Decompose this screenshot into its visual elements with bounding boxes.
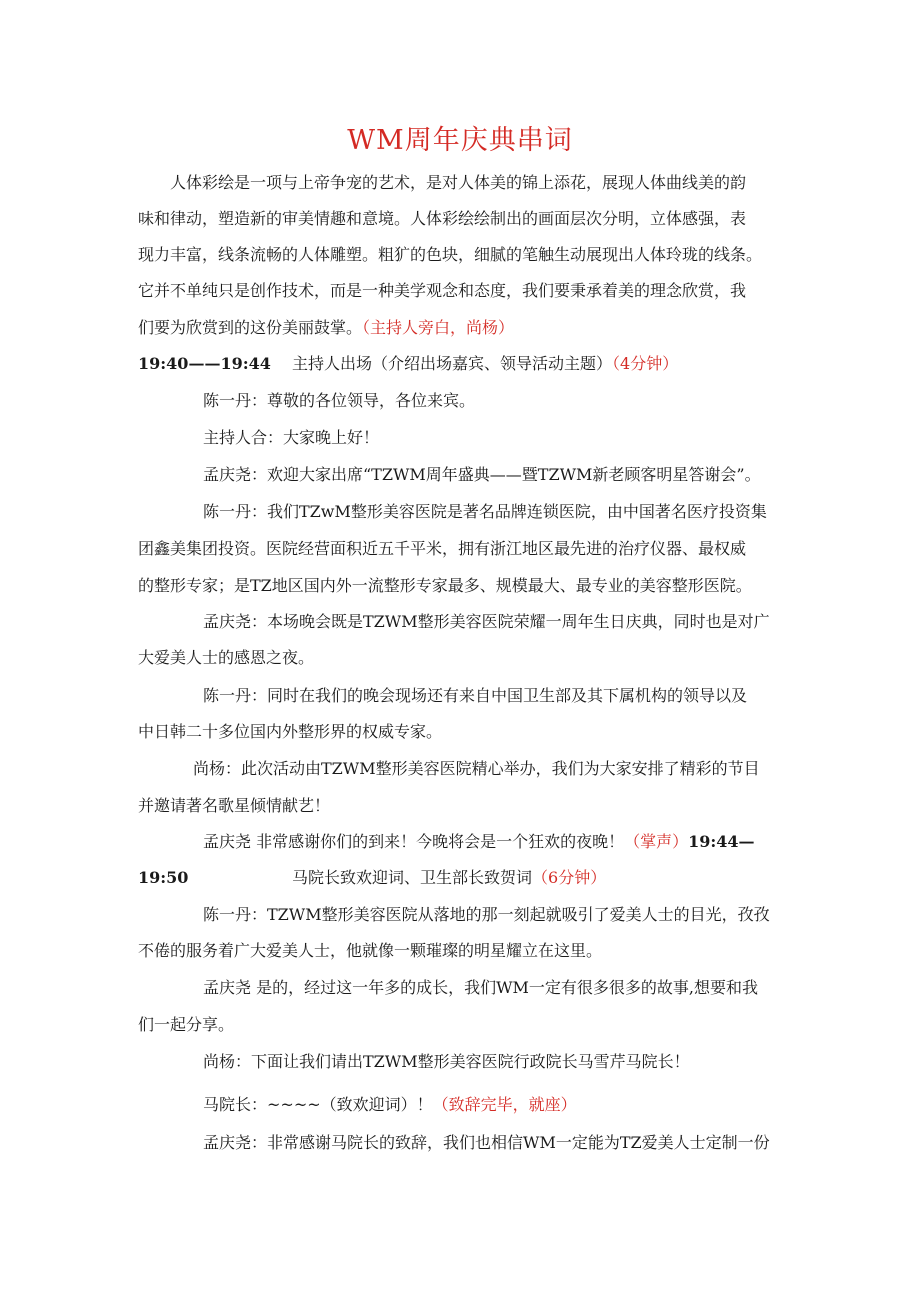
dialogue-line: 孟庆尧：欢迎大家出席“TZWM周年盛典——暨TZWM新老顾客明星答谢会”。 [203,465,761,484]
dialogue-line: 孟庆尧：非常感谢马院长的致辞，我们也相信WM一定能为TZ爱美人士定制一份 [203,1133,770,1152]
segment-1-desc [292,354,678,374]
segment-2-time-end: 19:50 [138,868,189,887]
dialogue-line: 不倦的服务着广大爱美人士，他就像一颗璀璨的明星耀立在这里。 [138,941,603,960]
dialogue-line: 陈一丹：TZWM整形美容医院从落地的那一刻起就吸引了爱美人士的目光，孜孜 [203,905,770,924]
dialogue-line: 陈一丹：我们TZwM整形美容医院是著名品牌连锁医院，由中国著名医疗投资集 [203,502,767,521]
segment-2-desc-text: 马院长致欢迎词、卫生部长致贺词 [292,868,533,887]
dialogue-line: 孟庆尧 是的，经过这一年多的成长，我们WM一定有很多很多的故事,想要和我 [203,978,759,997]
intro-line-4: 它并不单纯只是创作技术，而是一种美学观念和态度，我们要秉承着美的理念欣赏，我 [138,281,747,300]
dialogue-line: 们一起分享。 [138,1015,235,1034]
dialogue-line: 陈一丹：尊敬的各位领导，各位来宾。 [203,391,476,410]
dialogue-text: 孟庆尧 非常感谢你们的到来！今晚将会是一个狂欢的夜晚！ [203,832,625,851]
segment-1-time: 19:40——19:44 [138,354,271,373]
segment-2-duration: （6分钟） [532,868,607,887]
segment-2-time-start: 19:44— [688,832,755,851]
dialogue-line: 孟庆尧：本场晚会既是TZWM整形美容医院荣耀一周年生日庆典，同时也是对广 [203,612,770,631]
dialogue-line: 并邀请著名歌星倾情献艺！ [138,796,331,815]
intro-line-5 [138,318,514,338]
dialogue-text: 马院长：~~~~（致欢迎词）！ [203,1095,433,1114]
applause-note: （掌声） [624,832,689,851]
segment-1-desc-text: 主持人出场（介绍出场嘉宾、领导活动主题） [292,354,613,373]
intro-text: 们要为欣赏到的这份美丽鼓掌。 [138,318,363,337]
segment-1-duration: （4分钟） [612,354,679,373]
intro-line-2: 味和律动，塑造新的审美情趣和意境。人体彩绘绘制出的画面层次分明，立体感强，表 [138,209,747,228]
dialogue-line: 尚杨：此次活动由TZWM整形美容医院精心举办，我们为大家安排了精彩的节目 [193,759,760,778]
intro-line-3: 现力丰富，线条流畅的人体雕塑。粗犷的色块，细腻的笔触生动展现出人体玲珑的线条。 [138,245,763,264]
intro-line-1: 人体彩绘是一项与上帝争宠的艺术，是对人体美的锦上添花，展现人体曲线美的韵 [170,173,747,192]
stage-note: （致辞完毕，就座） [432,1095,577,1114]
dialogue-line: 主持人合：大家晚上好！ [203,428,380,447]
dialogue-line: 团鑫美集团投资。医院经营面积近五千平米，拥有浙江地区最先进的治疗仪器、最权威 [138,539,747,558]
dialogue-line: 尚杨：下面让我们请出TZWM整形美容医院行政院长马雪芹马院长！ [203,1052,690,1071]
dialogue-line: 大爱美人士的感恩之夜。 [138,648,315,667]
dialogue-line: 的整形专家；是TZ地区国内外一流整形专家最多、规模最大、最专业的美容整形医院。 [138,576,752,595]
segment-2-desc [292,868,606,888]
document-title: WM周年庆典串词 [347,125,573,156]
dialogue-line: 中日韩二十多位国内外整形界的权威专家。 [138,722,443,741]
dialogue-line: 陈一丹：同时在我们的晚会现场还有来自中国卫生部及其下属机构的领导以及 [203,686,748,705]
dialogue-line [203,832,755,852]
narrator-note: （主持人旁白，尚杨） [362,318,515,337]
dialogue-line [203,1095,577,1115]
